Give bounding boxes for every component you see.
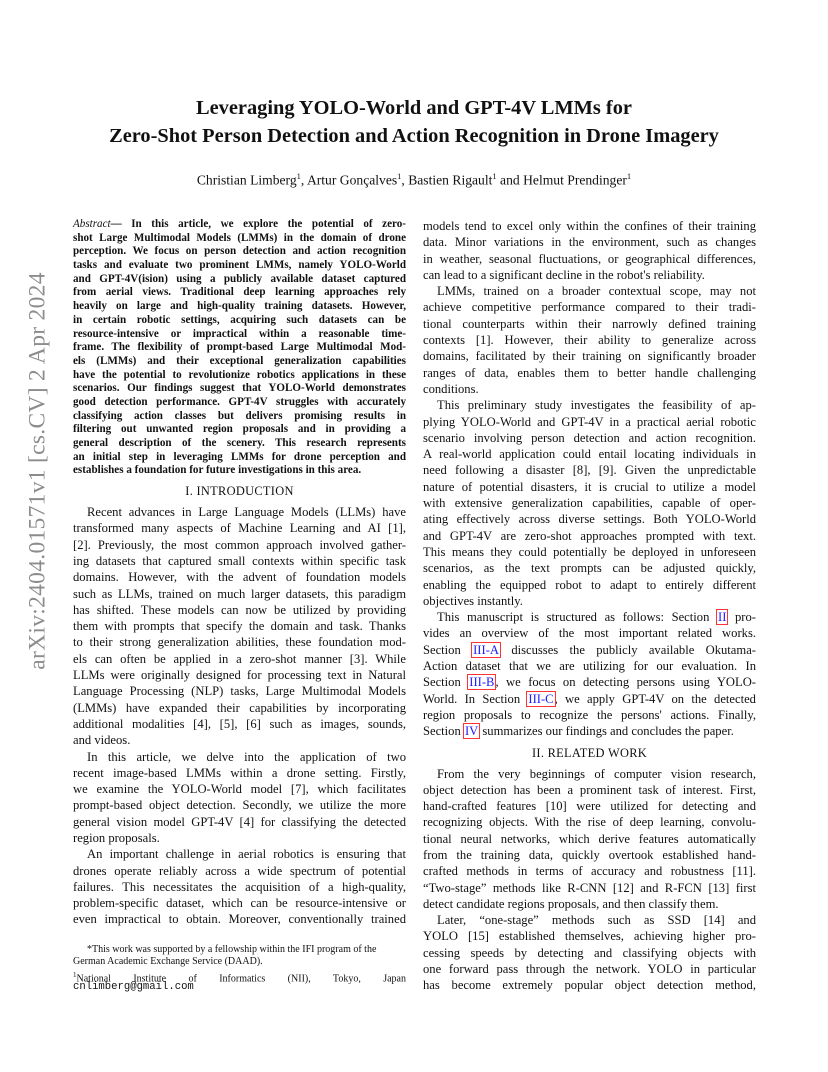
arxiv-stamp: arXiv:2404.01571v1 [cs.CV] 2 Apr 2024 (24, 272, 51, 670)
body-line: nature of potential disasters, it is crucial to utilize a model (423, 479, 756, 494)
abstract (73, 218, 406, 478)
body-line: models tend to excel only within the confines of their training (423, 219, 756, 233)
body-line: This manuscript is structured as follows: Section II pro- (437, 610, 756, 625)
body-line: conditions. (423, 381, 479, 396)
affil-mark: 1 (296, 171, 301, 181)
abstract-line: in certain robotic settings, acquiring such datasets can be (73, 313, 406, 326)
body-line: transformed many aspects of Machine Learning and AI [1], (73, 521, 406, 536)
body-line: Recent advances in Large Language Models (LLMs) have (87, 505, 406, 520)
body-line: and videos. (73, 733, 131, 748)
body-line: object detection has been a prominent task of interest. First, (423, 782, 756, 797)
affil-mark: 1 (397, 171, 402, 181)
body-line: domains. However, with the advent of foundation models (73, 570, 406, 585)
abstract-line: general description of the scenery. This research represents (73, 437, 406, 449)
body-line: has shifted. These models can now be utilized by providing (73, 602, 406, 617)
author-2: Artur Gonçalves (306, 172, 398, 188)
body-line: “Two-stage” methods like R-CNN [12] and R-FCN [13] first (423, 880, 756, 895)
body-line: has become extremely popular object detection method, (423, 978, 756, 993)
body-line: in weather, seasonal fluctuations, or geographical differences, (423, 251, 756, 266)
body-line: with extensive generalization capabilities, capable of oper- (423, 496, 756, 511)
body-line: can lead to a significant decline in the robot's reliability. (423, 267, 705, 282)
abstract-line: scenarios. Our findings suggest that YOLO-World demonstrates (73, 382, 406, 395)
affil-mark: 1 (492, 171, 497, 181)
author-1: Christian Limberg (196, 172, 297, 188)
body-line: them with prompts that specify the domain and task. Thanks (73, 619, 406, 634)
affil-mark: 1 (626, 171, 632, 181)
body-line: domains, facilitated by their training on significantly broader (423, 349, 756, 364)
author-and: and (496, 172, 524, 188)
body-line: els can often be applied in a zero-shot manner [3]. While (73, 651, 406, 666)
right-column (423, 218, 756, 994)
abstract-line: tasks and evaluate two prominent LMMs, namely YOLO-World (73, 259, 406, 272)
body-line: tional counterparts within their narrowly defined training (423, 316, 756, 331)
body-line: scenarios, as the text prompts can be adjusted quickly, (423, 561, 756, 576)
body-line: World. In Section III-C, we apply GPT-4V on the detected (423, 691, 756, 706)
section-link-iii-b[interactable]: III-B (469, 675, 495, 690)
introduction-body (73, 504, 406, 928)
related-work-body (423, 766, 756, 994)
author-sep: , (300, 172, 307, 188)
abstract-line: frame. The flexibility of prompt-based Large Multimodal Mod- (73, 341, 406, 354)
body-line: one forward pass through the network. YOLO in particular (423, 962, 756, 977)
author-list (60, 171, 768, 189)
body-line: achieve competitive performance compared to their tradi- (423, 300, 756, 315)
section-link-iii-a[interactable]: III-A (473, 642, 499, 657)
section-heading-related-work: II. RELATED WORK (531, 745, 648, 760)
author-email: cnlimberg@gmail.com (73, 980, 194, 993)
footnote-affiliation: $^1$National Institute of Informatics (NII), Tokyo, Japan (73, 970, 406, 984)
body-line: prompt-based object detection. Secondly, we utilize the more (73, 798, 406, 813)
body-line: and GPT-4V are zero-shot approaches prompted with text. (423, 528, 756, 543)
body-line: ating effectively across diverse settings. Both YOLO-World (423, 512, 756, 527)
abstract-line: classifying action classes but delivers promising results in (73, 409, 406, 422)
body-line: need following a disaster [8], [9]. Given the unpredictable (423, 463, 756, 478)
body-line: YOLO [15] established themselves, achieving higher pro- (423, 929, 756, 944)
body-line: enabling the equipped robot to adapt to entirely different (423, 577, 756, 592)
body-line: ing datasets that captured small contexts within specific task (73, 553, 406, 568)
body-line: region proposals to recognize the persons' actions. Finally, (423, 707, 756, 722)
intro-continued (423, 218, 756, 609)
body-line: failures. This necessitates the acquisition of a high-quality, (73, 879, 406, 894)
abstract-line: els (LMMs) and their exceptional generalization capabilities (73, 354, 406, 367)
body-line: such as LLMs, trained on much larger datasets, this paradigm (73, 586, 406, 601)
abstract-line: and GPT-4V(ision) using a publicly available dataset captured (73, 272, 406, 285)
abstract-line: good detection performance. GPT-4V struggles with accurately (73, 395, 406, 408)
abstract-line: Abstract— In this article, we explore the potential of zero- (73, 218, 406, 230)
body-line: from the training data, quickly overtook established hand- (423, 847, 756, 862)
abstract-line: have the potential to revolutionize robotics applications in these (73, 368, 406, 381)
author-3: Bastien Rigault (408, 172, 493, 188)
body-line: detect candidate regions proposals, and then classify them. (423, 896, 719, 911)
body-line: crafted methods in terms of accuracy and robustness [11]. (423, 864, 756, 879)
abstract-label: Abstract (73, 218, 111, 230)
title-line-1: Leveraging YOLO-World and GPT-4V LMMs for (196, 97, 632, 119)
body-line: From the very beginnings of computer vision research, (437, 766, 756, 781)
body-line: scenario involving person detection and action recognition. (423, 430, 756, 445)
body-line: general vision model GPT-4V [4] for classifying the detected (73, 814, 406, 829)
body-line: problem-specific dataset, which can be resource-intensive or (73, 896, 406, 911)
body-line: This means they could potentially be deployed in unforeseen (423, 544, 756, 559)
body-line: contexts [1]. However, their ability to generalize across (423, 333, 756, 348)
footnote-funding: *This work was supported by a fellowship within the IFI program of the (87, 944, 377, 955)
body-line: recognizing objects. With the rise of deep learning, convolu- (423, 815, 756, 830)
body-line: Later, “one-stage” methods such as SSD [14] and (437, 913, 756, 928)
body-line: vides an overview of the most important related works. (423, 626, 756, 641)
body-line: objectives instantly. (423, 593, 523, 608)
abstract-line: establishes a foundation for future investigations in this area. (73, 464, 362, 477)
body-line: additional modalities [4], [5], [6] such as images, sounds, (73, 716, 406, 731)
author-4: Helmut Prendinger (523, 172, 627, 188)
abstract-line: an initial step in leveraging LMMs for drone perception and (73, 450, 406, 463)
body-line: This preliminary study investigates the feasibility of ap- (437, 398, 756, 413)
footnotes (73, 944, 406, 993)
paper-title (60, 94, 768, 150)
body-line: Section III-A discusses the publicly available Okutama- (423, 642, 756, 657)
body-line: A real-world application could entail locating individuals in (423, 447, 756, 462)
body-line: hand-crafted features [10] were utilized for detecting and (423, 799, 756, 814)
body-line: Action dataset that we are utilizing for our evaluation. In (423, 659, 756, 674)
body-line: drones operate reliably across a wide spectrum of potential (73, 863, 406, 878)
body-line: LMMs, trained on a broader contextual scope, may not (437, 284, 756, 299)
structure-paragraph (423, 609, 756, 739)
body-line: recent image-based LMMs within a drone setting. Firstly, (73, 765, 406, 780)
body-line: cessing speeds by detecting and classifying objects with (423, 945, 756, 960)
abstract-line: shot Large Multimodal Models (LMMs) in the domain of drone (73, 231, 406, 244)
abstract-line: heavily on large and high-quality training datasets. However, (73, 300, 406, 313)
body-line: LLMs were originally designed for processing text in Natural (73, 668, 406, 683)
section-link-iv[interactable]: IV (464, 724, 479, 739)
author-sep: , (401, 172, 409, 188)
body-line: In this article, we delve into the application of two (87, 749, 406, 764)
body-line: ranges of data, enables them to better handle challenging (423, 365, 756, 380)
body-line: plying YOLO-World and GPT-4V in a practical aerial robotic (423, 414, 756, 429)
body-line: (LMMs) have expanded their capabilities by incorporating (73, 700, 406, 715)
footnote-funding-cont: German Academic Exchange Service (DAAD). (73, 956, 263, 968)
body-line: Language Processing (NLP) tasks, Large Multimodal Models (73, 684, 406, 699)
section-heading-introduction: I. INTRODUCTION (185, 484, 294, 499)
body-line: tional neural networks, which derive features automatically (423, 831, 756, 846)
abstract-line: filtering out unwanted region proposals and in providing a (73, 423, 406, 436)
body-line: [2]. Previously, the most common approach involved gather- (73, 537, 406, 552)
left-column (73, 218, 406, 928)
abstract-line: resource-intensive or impractical within a reasonable time- (73, 327, 406, 340)
body-line: even impractical to obtain. Moreover, conventionally trained (73, 912, 406, 927)
title-line-2: Zero-Shot Person Detection and Action Recognition in Drone Imagery (109, 125, 719, 147)
body-line: we examine the YOLO-World model [7], which facilitates (73, 782, 406, 797)
abstract-line: from aerial views. Traditional deep learning approaches rely (73, 286, 406, 299)
body-line: to their strong generalization abilities, these foundation mod- (73, 635, 406, 650)
body-line: Section IV summarizes our findings and concludes the paper. (423, 724, 734, 739)
section-link-ii[interactable]: II (718, 610, 727, 625)
abstract-line: perception. We focus on person detection and action recognition (73, 245, 406, 258)
body-line: Section III-B, we focus on detecting persons using YOLO- (423, 675, 756, 690)
body-line: data. Minor variations in the environment, such as changes (423, 235, 756, 250)
body-line: region proposals. (73, 831, 160, 845)
section-link-iii-c[interactable]: III-C (528, 691, 554, 706)
body-line: An important challenge in aerial robotics is ensuring that (87, 847, 406, 862)
